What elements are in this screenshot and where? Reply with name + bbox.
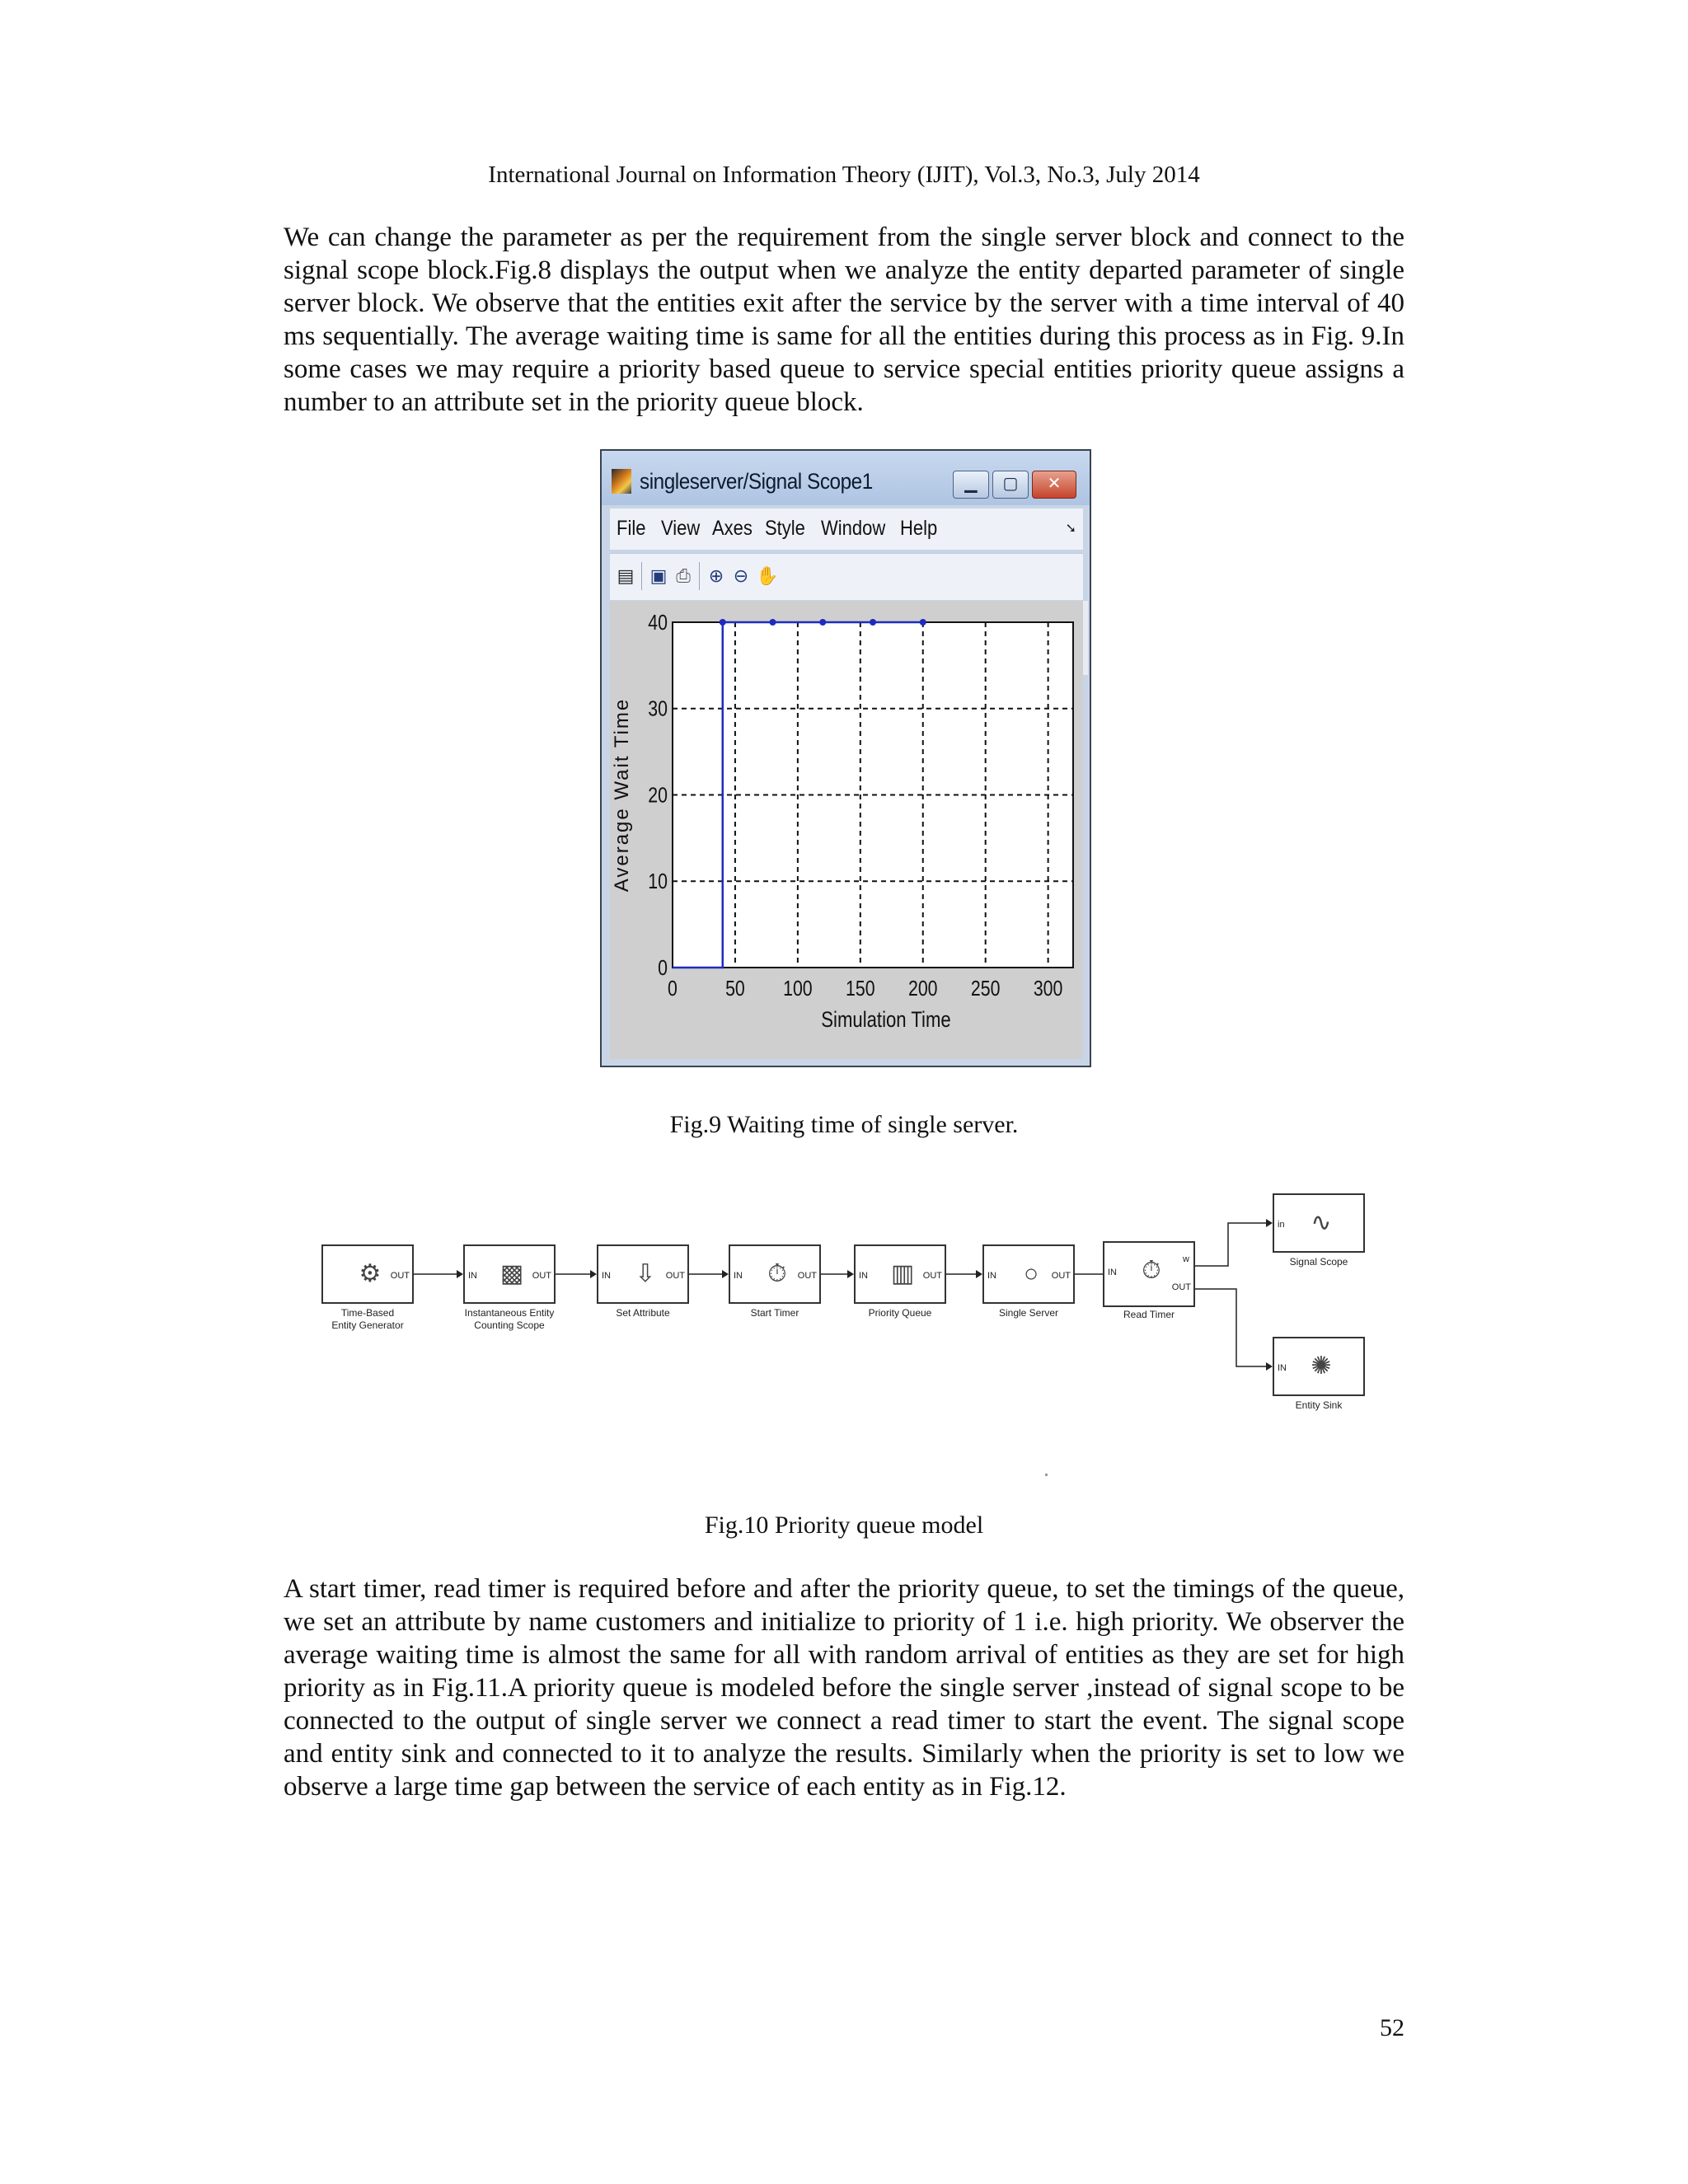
block-signal-scope[interactable] <box>1273 1193 1365 1253</box>
print-icon[interactable]: ⎙ <box>676 565 691 586</box>
arrowhead <box>976 1270 982 1278</box>
menu-view[interactable]: View <box>661 517 701 540</box>
port-in: IN <box>602 1271 611 1281</box>
x-tick-label: 100 <box>783 977 813 1001</box>
label-single-server: Single Server <box>998 1307 1059 1319</box>
y-tick-label: 30 <box>648 696 668 722</box>
signal-scope-icon: ∿ <box>1311 1209 1332 1236</box>
toolbar <box>610 553 1083 600</box>
label-read-timer: Read Timer <box>1123 1309 1175 1320</box>
pan-hand-icon[interactable]: ✋ <box>756 565 779 586</box>
label-time-based-entity-generator: Time-Based Entity Generator <box>331 1307 404 1331</box>
close-button[interactable]: ✕ <box>1032 471 1076 499</box>
port-out: OUT <box>532 1271 551 1281</box>
stray-mark <box>1045 1474 1048 1476</box>
port-out: OUT <box>922 1271 942 1281</box>
priority-queue-diagram <box>313 1187 1376 1418</box>
zoom-out-icon[interactable]: ⊖ <box>733 565 749 586</box>
menu-style[interactable]: Style <box>765 517 805 540</box>
minimize-button[interactable]: ▁ <box>953 471 989 499</box>
block-single-server[interactable] <box>982 1244 1075 1304</box>
port-in: IN <box>468 1271 477 1281</box>
data-point <box>870 619 876 626</box>
port-out: OUT <box>797 1271 817 1281</box>
port-in: in <box>1278 1220 1285 1230</box>
connection-line <box>1195 1289 1266 1366</box>
label-entity-sink: Entity Sink <box>1295 1399 1343 1411</box>
scrollbar[interactable] <box>1083 601 1088 675</box>
port-in: IN <box>987 1271 996 1281</box>
toolbar-separator <box>641 562 642 590</box>
port-out: OUT <box>1171 1282 1191 1292</box>
x-tick-label: 300 <box>1033 977 1063 1001</box>
window-titlebar[interactable] <box>602 451 1090 505</box>
x-tick-label: 150 <box>846 977 875 1001</box>
x-tick-label: 200 <box>907 977 938 1001</box>
port-in: IN <box>1108 1268 1117 1277</box>
label-set-attribute: Set Attribute <box>616 1307 670 1319</box>
port-out: OUT <box>1051 1271 1071 1281</box>
block-entity-counting-scope[interactable] <box>463 1244 556 1304</box>
block-set-attribute[interactable] <box>597 1244 689 1304</box>
port-out: OUT <box>390 1271 410 1281</box>
arrowhead <box>590 1270 597 1278</box>
arrowhead <box>1266 1219 1273 1227</box>
x-tick-label: 50 <box>725 977 745 1001</box>
arrowhead <box>722 1270 729 1278</box>
new-figure-icon[interactable]: ▤ <box>617 565 635 586</box>
port-out: OUT <box>665 1271 685 1281</box>
y-tick-label: 10 <box>648 869 668 894</box>
page-number: 52 <box>1380 2014 1404 2041</box>
menu-bar <box>610 509 1083 550</box>
sink-icon: ✺ <box>1311 1352 1332 1380</box>
data-point <box>720 619 726 626</box>
priority-queue-icon: ▥ <box>890 1260 915 1287</box>
port-in: IN <box>734 1271 743 1281</box>
block-entity-sink[interactable] <box>1273 1337 1365 1396</box>
set-attribute-icon: ⇩ <box>635 1260 656 1287</box>
x-tick-label: 250 <box>970 977 1001 1001</box>
menu-overflow-icon[interactable]: ➘ <box>1065 522 1076 536</box>
stopwatch-icon: ⏱ <box>767 1260 787 1287</box>
zoom-in-icon[interactable]: ⊕ <box>708 565 724 586</box>
server-icon: ○ <box>1023 1260 1039 1287</box>
scope-icon: ▩ <box>499 1260 524 1287</box>
port-in: IN <box>859 1271 868 1281</box>
plot-panel <box>610 601 1083 1059</box>
label-priority-queue: Priority Queue <box>868 1307 932 1319</box>
y-axis-label: Average Wait Time <box>611 697 633 893</box>
block-start-timer[interactable] <box>729 1244 821 1304</box>
matlab-icon <box>612 469 631 494</box>
toolbar-separator <box>699 562 700 590</box>
gear-icon: ⚙ <box>359 1260 382 1287</box>
wait-time-chart <box>610 601 1083 1059</box>
paragraph-1: We can change the parameter as per the requirement from the single server block and connect to the signal scope block.Fig.8 displays the output when we analyze the entity departed parameter of single server block. We observe that the entities exit after the service by the server with a time interval of 40 ms sequentially. The average waiting time is same for all the entities during this process as in Fig. 9.In some cases we may require a priority based queue to service special entities priority queue assigns a number to an attribute set in the priority queue block. <box>284 223 1404 417</box>
port-w: w <box>1183 1254 1189 1264</box>
block-time-based-entity-generator[interactable] <box>321 1244 414 1304</box>
menu-help[interactable]: Help <box>900 517 938 540</box>
block-read-timer[interactable] <box>1103 1241 1195 1307</box>
label-entity-counting-scope: Instantaneous Entity Counting Scope <box>464 1307 555 1331</box>
label-signal-scope: Signal Scope <box>1289 1256 1348 1268</box>
data-point <box>770 619 776 626</box>
data-point <box>920 619 926 626</box>
block-priority-queue[interactable] <box>854 1244 946 1304</box>
figure-10-caption: Fig.10 Priority queue model <box>704 1511 984 1539</box>
y-tick-label: 20 <box>648 783 668 808</box>
figure-9-caption: Fig.9 Waiting time of single server. <box>669 1111 1019 1138</box>
x-axis-label: Simulation Time <box>821 1008 951 1033</box>
x-tick-label: 0 <box>668 977 678 1001</box>
y-tick-label: 0 <box>658 956 668 981</box>
data-point <box>819 619 826 626</box>
label-start-timer: Start Timer <box>750 1307 799 1319</box>
connection-line <box>1195 1223 1266 1266</box>
journal-header: International Journal on Information Theory (IJIT), Vol.3, No.3, July 2014 <box>488 162 1200 188</box>
paragraph-2: A start timer, read timer is required before and after the priority queue, to set the timings of the queue, we set an attribute by name customers and initialize to priority of 1 i.e. high priority. We observer the average waiting time is almost the same for all with random arrival of entities as they are set for high priority as in Fig.11.A priority queue is modeled before the single server ,instead of signal scope to be connected to the output of single server we connect a read timer to start the event. The signal scope and entity sink and connected to it to analyze the results. Similarly when the priority is set to low we observe a large time gap between the service of each entity as in Fig.12. <box>284 1574 1404 1802</box>
port-in: IN <box>1278 1363 1287 1373</box>
menu-file[interactable]: File <box>617 517 646 540</box>
maximize-button[interactable]: ▢ <box>992 471 1029 499</box>
menu-window[interactable]: Window <box>821 517 886 540</box>
save-icon[interactable]: ▣ <box>649 565 668 586</box>
menu-axes[interactable]: Axes <box>712 517 753 540</box>
arrowhead <box>457 1270 463 1278</box>
arrowhead <box>847 1270 854 1278</box>
stopwatch-icon: ⏱ <box>1142 1257 1161 1284</box>
arrowhead <box>1266 1362 1273 1371</box>
y-tick-label: 40 <box>648 611 668 635</box>
signal-scope-window <box>600 449 1091 1067</box>
window-title: singleserver/Signal Scope1 <box>640 469 873 494</box>
